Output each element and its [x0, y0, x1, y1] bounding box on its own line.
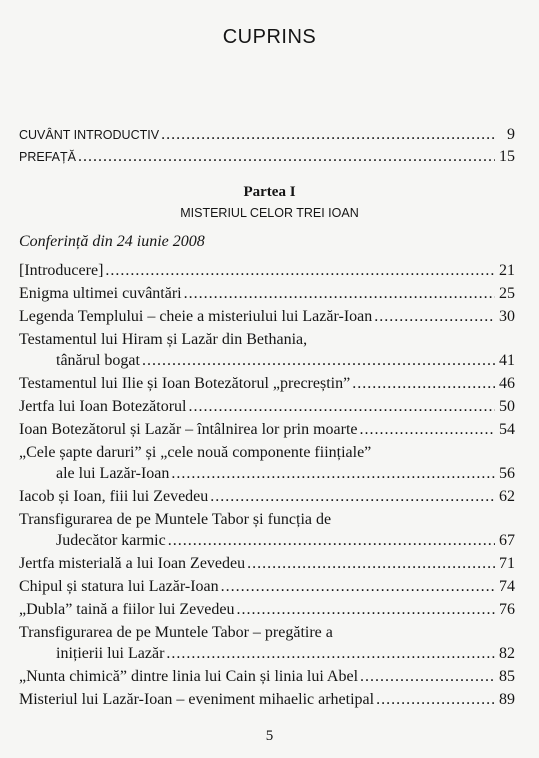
toc-entry-label: Enigma ultimei cuvântări — [19, 285, 182, 302]
leader-dots — [210, 488, 495, 506]
toc-entry-row — [19, 601, 515, 624]
leader-dots — [376, 691, 495, 709]
toc-entry-label-line: Transfigurarea de pe Muntele Tabor și funcția de — [19, 511, 332, 528]
toc-entry-label-line: Transfigurarea de pe Muntele Tabor – pregătire a — [19, 624, 333, 641]
toc-entry-label: Jertfa misterială a lui Ioan Zevedeu — [19, 555, 246, 572]
toc-entry-page: 56 — [499, 465, 515, 482]
toc-entry-page: 71 — [499, 555, 515, 572]
toc-entry-label: Chipul și statura lui Lazăr-Ioan — [19, 578, 219, 595]
leader-dots — [168, 532, 495, 550]
toc-entries-list — [19, 262, 515, 714]
toc-entry — [19, 601, 515, 624]
toc-entry-introduction — [19, 126, 515, 148]
toc-entry-row — [19, 285, 515, 308]
toc-entry-page: 62 — [499, 488, 515, 505]
toc-entry-row — [19, 668, 515, 691]
toc-entry — [19, 578, 515, 601]
leader-dots — [247, 555, 495, 573]
leader-dots — [374, 308, 495, 326]
toc-entry-row — [19, 465, 515, 488]
toc-entry-label: Testamentul lui Ilie și Ioan Botezătorul „precreștin” — [19, 375, 351, 392]
toc-entry-label-line: Testamentul lui Hiram și Lazăr din Bethania, — [19, 331, 308, 348]
toc-entry — [19, 375, 515, 398]
leader-dots — [184, 285, 495, 303]
toc-entry-row — [19, 488, 515, 511]
toc-entry-label: ale lui Lazăr-Ioan — [56, 465, 170, 482]
front-matter-list — [19, 126, 515, 170]
page-title: CUPRINS — [222, 26, 317, 48]
toc-entry-page: 54 — [499, 421, 515, 438]
toc-entry-page: 41 — [499, 352, 515, 369]
toc-entry-row — [19, 532, 515, 555]
toc-entry-page: 15 — [499, 148, 515, 165]
toc-entry — [19, 555, 515, 578]
toc-entry-row — [19, 262, 515, 285]
toc-entry-row — [19, 645, 515, 668]
toc-entry — [19, 488, 515, 511]
toc-entry-row — [19, 352, 515, 375]
page-number: 5 — [265, 728, 274, 744]
toc-entry — [19, 668, 515, 691]
toc-entry-label: Jertfa lui Ioan Botezătorul — [19, 398, 187, 415]
leader-dots — [360, 421, 495, 439]
toc-entry — [19, 398, 515, 421]
toc-entry-row — [19, 308, 515, 331]
toc-entry-label: PREFAȚĂ — [19, 150, 76, 164]
toc-entry-row — [19, 398, 515, 421]
toc-entry-label: Judecător karmic — [56, 532, 166, 549]
toc-entry-label: Iacob și Ioan, fiii lui Zevedeu — [19, 488, 209, 505]
part-heading: Partea I — [243, 184, 296, 200]
toc-entry — [19, 421, 515, 444]
leader-dots — [352, 375, 495, 393]
toc-entry — [19, 331, 515, 375]
toc-entry — [19, 624, 515, 668]
toc-entry — [19, 285, 515, 308]
conference-date: Conferință din 24 iunie 2008 — [19, 233, 205, 250]
leader-dots — [189, 398, 496, 416]
toc-entry — [19, 262, 515, 285]
toc-entry-label: Legenda Templului – cheie a misteriului lui Lazăr-Ioan — [19, 308, 373, 325]
toc-entry-row — [19, 375, 515, 398]
toc-entry-page: 67 — [499, 532, 515, 549]
toc-entry — [19, 444, 515, 488]
toc-entry-label: „Nunta chimică” dintre linia lui Cain și linia lui Abel — [19, 668, 359, 685]
leader-dots — [166, 645, 495, 663]
leader-dots — [221, 578, 495, 596]
toc-entry — [19, 308, 515, 331]
toc-entry-row — [19, 691, 515, 714]
toc-entry-page: 30 — [499, 308, 515, 325]
leader-dots — [78, 148, 495, 166]
toc-entry-page: 89 — [499, 691, 515, 708]
toc-entry-page: 46 — [499, 375, 515, 392]
leader-dots — [171, 465, 495, 483]
leader-dots — [142, 352, 495, 370]
toc-entry-page: 50 — [499, 398, 515, 415]
toc-entry-page: 76 — [499, 601, 515, 618]
toc-entry-label: CUVÂNT INTRODUCTIV — [19, 128, 160, 142]
toc-entry-label: „Dubla” taină a fiilor lui Zevedeu — [19, 601, 235, 618]
toc-entry-preface — [19, 148, 515, 170]
toc-entry-row — [19, 578, 515, 601]
leader-dots — [105, 262, 495, 280]
toc-entry — [19, 511, 515, 555]
toc-entry-page: 25 — [499, 285, 515, 302]
toc-entry-label: inițierii lui Lazăr — [56, 645, 165, 662]
toc-entry-row — [19, 421, 515, 444]
toc-entry — [19, 691, 515, 714]
toc-entry-page: 9 — [507, 126, 515, 143]
leader-dots — [360, 668, 495, 686]
toc-entry-page: 85 — [499, 668, 515, 685]
toc-entry-label-line: „Cele șapte daruri” și „cele nouă componente ființiale” — [19, 444, 372, 461]
toc-entry-page: 82 — [499, 645, 515, 662]
toc-entry-label: Misteriul lui Lazăr-Ioan – eveniment mihaelic arhetipal — [19, 691, 375, 708]
leader-dots — [161, 126, 495, 144]
toc-entry-label: Ioan Botezătorul și Lazăr – întâlnirea lor prin moarte — [19, 421, 358, 438]
toc-entry-page: 74 — [499, 578, 515, 595]
part-subtitle: MISTERIUL CELOR TREI IOAN — [180, 206, 359, 220]
toc-entry-page: 21 — [499, 262, 515, 279]
toc-entry-row — [19, 555, 515, 578]
leader-dots — [236, 601, 495, 619]
toc-entry-label: tânărul bogat — [56, 352, 140, 369]
toc-entry-label: [Introducere] — [19, 262, 104, 279]
